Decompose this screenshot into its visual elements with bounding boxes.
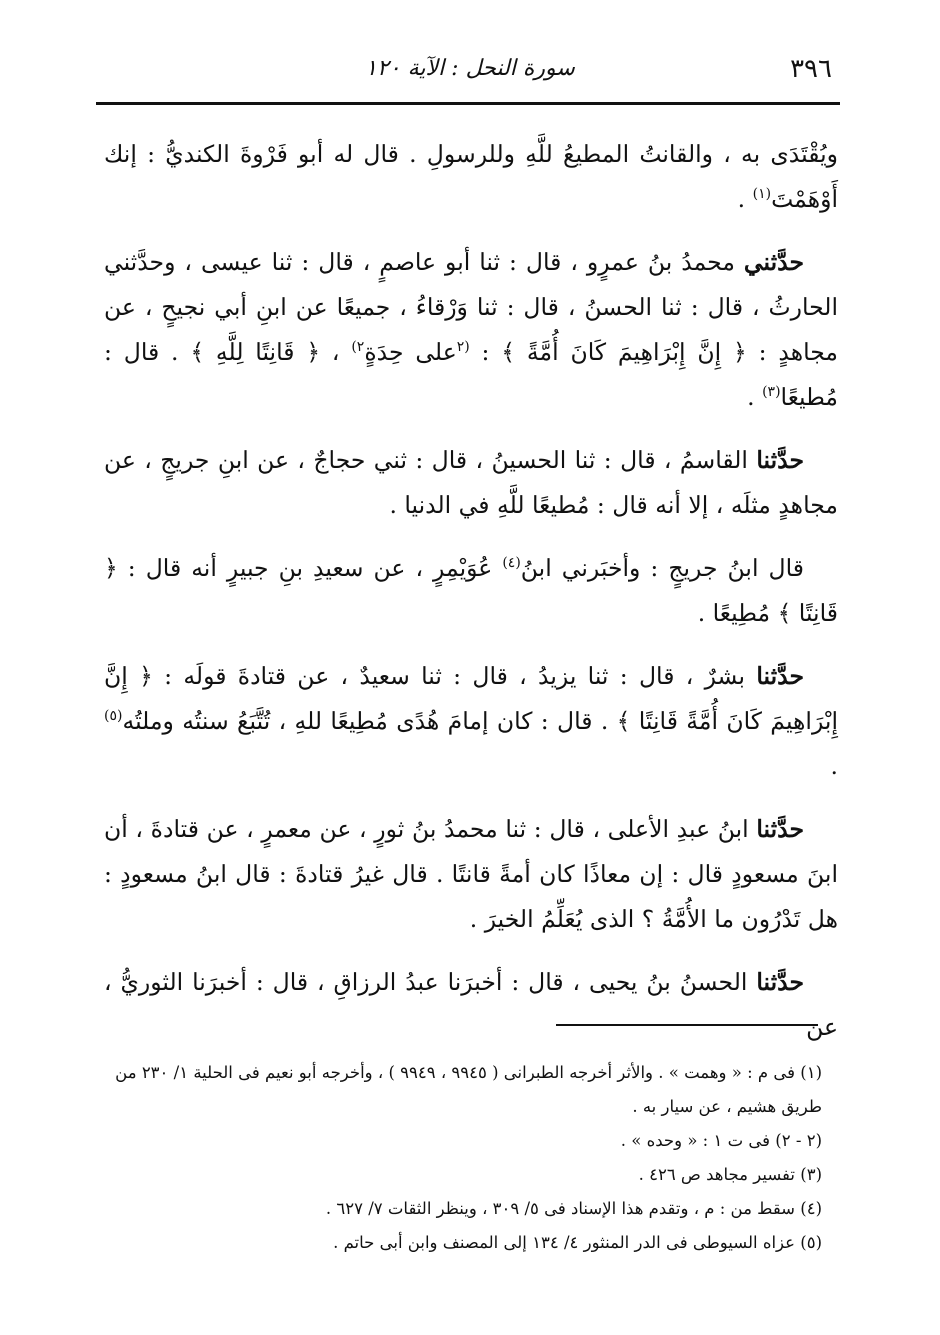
isnad-lead: حدَّثنا — [756, 662, 804, 690]
main-text — [104, 132, 838, 1068]
paragraph — [104, 807, 838, 942]
paragraph-text: ويُقْتَدَى به ، والقانتُ المطيعُ للَّهِ وللرسولِ . قال له أبو فَرْوةَ الكنديُّ : إنك أَوْهَمْتَ — [104, 140, 838, 213]
page-number: ٣٩٦ — [790, 54, 832, 84]
footnote: (٤) سقط من : م ، وتقدم هذا الإسناد فى ٥/ ٣٠٩ ، وينظر الثقات ٧/ ٦٢٧ . — [325, 1199, 822, 1218]
paragraph-tail: . — [747, 383, 763, 411]
paragraph — [104, 240, 838, 420]
footnote: (٥) عزاه السيوطى فى الدر المنثور ٤/ ١٣٤ إلى المصنف وابن أبى حاتم . — [333, 1233, 822, 1252]
paragraph-tail: ، ﴿ قَانِتًا لِلَّهِ ﴾ . قال : مُطيعًا — [104, 338, 838, 411]
footnote-ref: (٤) — [502, 555, 521, 572]
footnote-ref: (١) — [752, 186, 772, 203]
paragraph-text: بشرٌ ، قال : ثنا يزيدُ ، قال : ثنا سعيدٌ ، عن قتادةَ قولَه : ﴿ إِنَّ إِبْرَاهِيمَ كَانَ أُمَّةً قَانِتًا ﴾ . قال : كان إمامَ هُدًى مُطِيعًا للهِ ، تُتَّبَعُ سنتُه وملتُه — [104, 662, 838, 735]
paragraph-text: قال ابنُ جريجٍ : وأخبَرني ابنُ — [520, 554, 804, 582]
paragraph-tail: . — [737, 185, 753, 213]
isnad-lead: حدَّثنا — [756, 446, 804, 474]
paragraph — [104, 132, 838, 222]
paragraph-tail: عُوَيْمِرٍ ، عن سعيدِ بنِ جبيرٍ أنه قال : ﴿ قَانِتًا ﴾ مُطِيعًا . — [104, 554, 838, 627]
paragraph-text: الحسنُ بنُ يحيى ، قال : أخبرَنا عبدُ الرزاقِ ، قال : أخبرَنا الثوريُّ ، عن — [104, 968, 838, 1041]
paragraph-text: القاسمُ ، قال : ثنا الحسينُ ، قال : ثني حجاجٌ ، عن ابنِ جريجٍ ، عن مجاهدٍ مثلَه ، إلا أنه قال : مُطيعًا للَّهِ في الدنيا . — [104, 446, 838, 519]
footnote-ref: (٣) — [762, 384, 781, 401]
isnad-lead: حدَّثني — [743, 248, 804, 276]
paragraph — [104, 960, 838, 1050]
header-rule — [96, 102, 840, 105]
paragraph-tail: . — [830, 752, 838, 780]
isnad-lead: حدَّثنا — [756, 815, 805, 843]
footnote-rule — [556, 1024, 818, 1026]
paragraph-text: ابنُ عبدِ الأعلى ، قال : ثنا محمدُ بنُ ثورٍ ، عن معمرٍ ، عن قتادةَ ، أن ابنَ مسعودٍ قال : إن معاذًا كان أمةً قانتًا . قال غيرُ قتادةَ : قال ابنُ مسعودٍ : هل تَدْرُون ما الأُمَّةُ ؟ الذى يُعَلِّمُ الخيرَ . — [104, 815, 838, 933]
paragraph-text: محمدُ بنُ عمرٍو ، قال : ثنا أبو عاصمٍ ، قال : ثنا عيسى ، وحدَّثني الحارثُ ، قال : ثنا الحسنُ ، قال : ثنا وَرْقاءُ ، جميعًا عن ابنِ أبي نجيحٍ ، عن مجاهدٍ : ﴿ إِنَّ إِبْرَاهِيمَ كَانَ أُمَّةً ﴾ : — [104, 248, 838, 366]
paragraph — [104, 546, 838, 636]
footnote: (١) فى م : « وهمت » . والأثر أخرجه الطبرانى ( ٩٩٤٥ ، ٩٩٤٩ ) ، وأخرجه أبو نعيم فى الحلية ١/ ٢٣٠ من طريق هشيم ، عن سيار به . — [115, 1063, 822, 1116]
footnote-ref: ٢) — [351, 339, 365, 356]
footnote-ref: (٢ — [456, 339, 470, 356]
paragraph-tail: على حِدَةٍ — [364, 338, 457, 366]
footnote-ref: (٥) — [104, 708, 123, 725]
footnote: (٢ - ٢) فى ت ١ : « وحده » . — [620, 1131, 822, 1150]
footnotes — [104, 1056, 822, 1260]
isnad-lead: حدَّثنا — [756, 968, 804, 996]
footnote: (٣) تفسير مجاهد ص ٤٢٦ . — [638, 1165, 822, 1184]
paragraph — [104, 654, 838, 789]
page-header — [100, 52, 840, 96]
running-title: سورة النحل : الآية ١٢٠ — [365, 56, 575, 81]
paragraph — [104, 438, 838, 528]
